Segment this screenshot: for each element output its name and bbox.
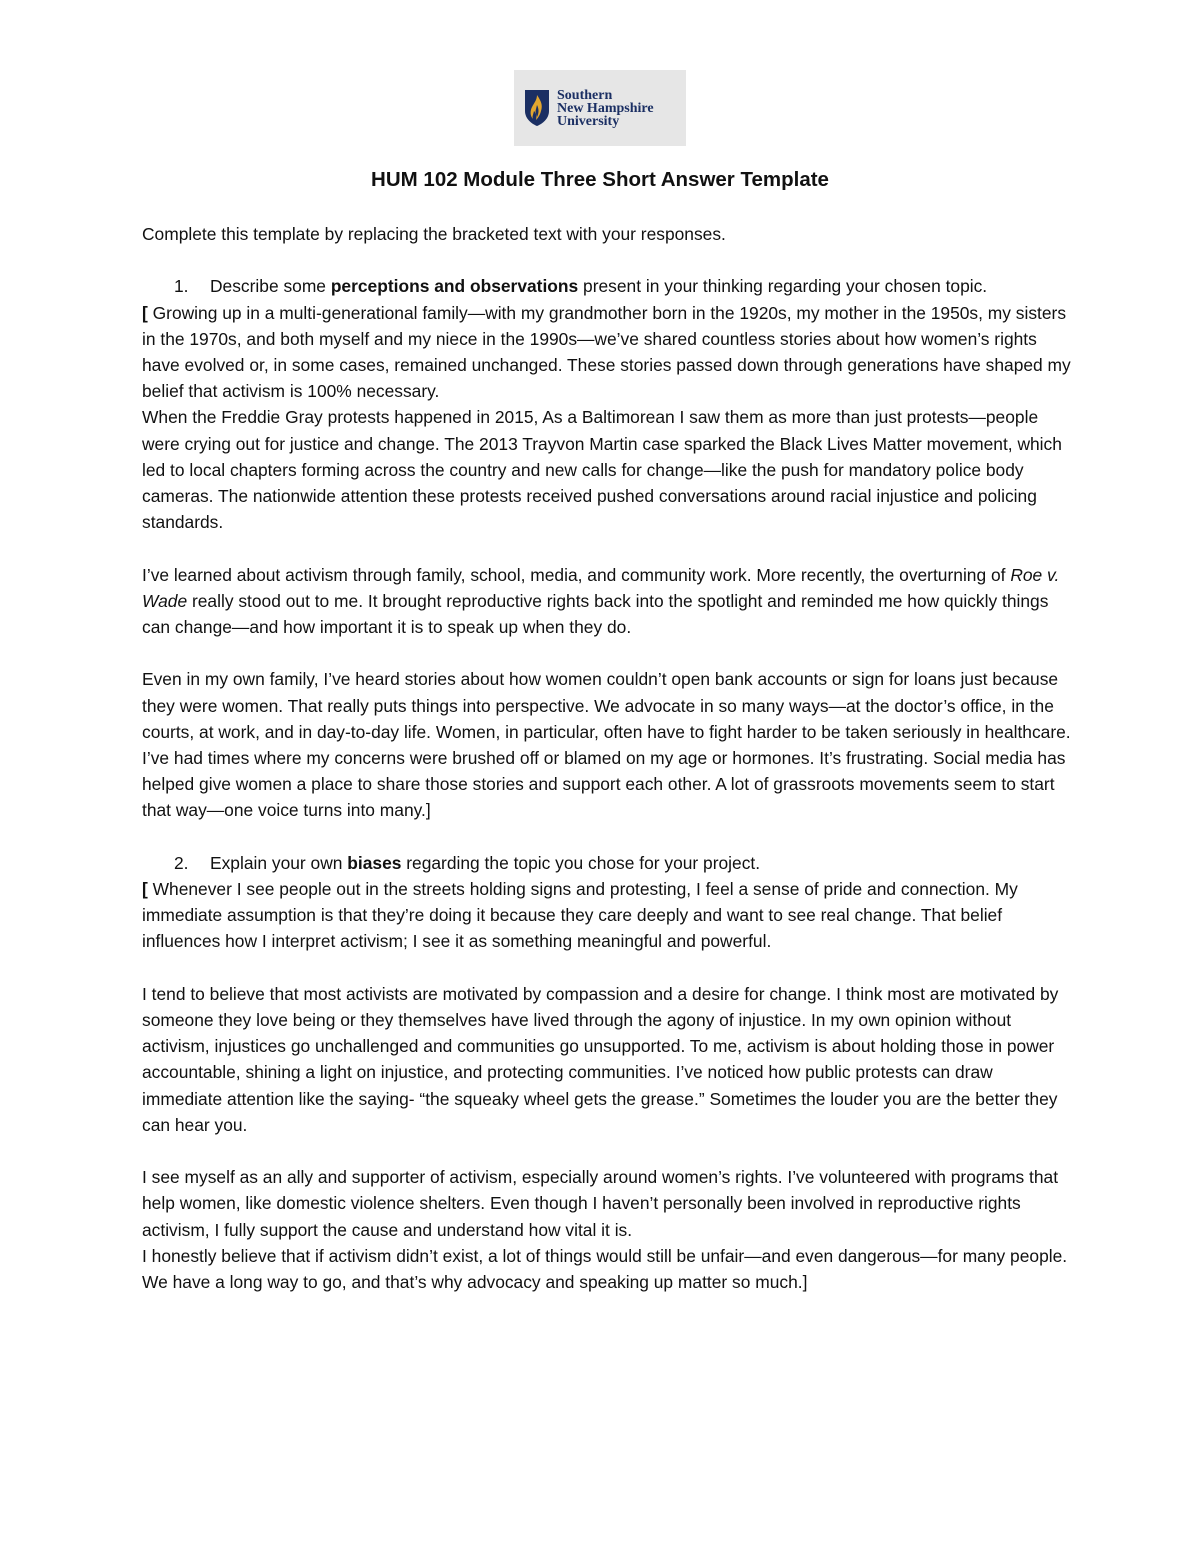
university-logo — [514, 70, 686, 146]
intro-text: Complete this template by replacing the bracketed text with your responses. — [142, 224, 726, 244]
answer-1-paragraph-2: When the Freddie Gray protests happened in 2015, As a Baltimorean I saw them as more than just protests—people were crying out for justice and change. The 2013 Trayvon Martin case sparked the Black Lives Matter movement, which led to local chapters forming across the country and new calls for change—like the push for mandatory police body cameras. The nationwide attention these protests received pushed conversations around racial injustice and policing standards. — [142, 407, 1062, 533]
question-1-emphasis: perceptions and observations — [330, 276, 579, 297]
question-1-number: 1. — [174, 276, 189, 297]
answer-1-paragraph-1: [ Growing up in a multi-generational family—with my grandmother born in the 1920s, my mother in the 1950s, my sisters in the 1970s, and both myself and my niece in the 1990s—we’ve shared countless stories about how women’s rights have evolved or, in some cases, remained unchanged. These stories passed down through generations have shaped my belief that activism is 100% necessary. — [142, 302, 1071, 402]
open-bracket: [ — [142, 302, 148, 323]
question-2-emphasis: biases — [347, 852, 402, 873]
flame-shield-icon — [524, 89, 550, 127]
logo-line-2: New Hampshire — [557, 100, 654, 116]
question-1: 1. Describe some perceptions and observations present in your thinking regarding your chosen topic. — [142, 273, 1072, 299]
answer-2-paragraph-2: I tend to believe that most activists are motivated by compassion and a desire for change. I think most are motivated by someone they love being or they themselves have lived through the agony of injustice. In my own opinion without activism, injustices go unchallenged and communities go unsupported. To me, activism is about holding those in power accountable, shining a light on injustice, and protecting communities. I’ve noticed how public protests can draw immediate attention like the saying- “the squeaky wheel gets the grease.” Sometimes the louder you are the better they can hear you. — [142, 983, 1059, 1135]
document-body — [142, 221, 1072, 1295]
logo-wordmark — [557, 89, 654, 128]
answer-2-paragraph-3: I see myself as an ally and supporter of activism, especially around women’s rights. I’ve volunteered with programs that help women, like domestic violence shelters. Even though I haven’t personally been involved in reproductive rights activism, I fully support the cause and understand how vital it is. — [142, 1167, 1059, 1240]
logo-line-1: Southern — [557, 87, 613, 103]
case-name: Roe v. Wade — [142, 564, 1060, 611]
answer-2-paragraph-1: [ Whenever I see people out in the streets holding signs and protesting, I feel a sense of pride and connection. My immediate assumption is that they’re doing it because they care deeply and want to see real change. That belief influences how I interpret activism; I see it as something meaningful and powerful. — [142, 879, 1018, 952]
question-2-number: 2. — [174, 852, 189, 873]
page-title: HUM 102 Module Three Short Answer Template — [371, 168, 829, 191]
question-2: 2. Explain your own biases regarding the topic you chose for your project. — [142, 850, 1072, 876]
open-bracket: [ — [142, 879, 148, 900]
logo-line-3: University — [557, 113, 620, 129]
answer-1-paragraph-4: Even in my own family, I’ve heard stories about how women couldn’t open bank accounts or sign for loans just because they were women. That really puts things into perspective. We advocate in so many ways—at the doctor’s office, in the courts, at work, and in day-to-day life. Women, in particular, often have to fight harder to be taken seriously in healthcare. I’ve had times where my concerns were brushed off or blamed on my age or hormones. It’s frustrating. Social media has helped give women a place to share those stories and support each other. A lot of grassroots movements seem to start that way—one voice turns into many.] — [142, 669, 1071, 821]
answer-2-paragraph-4: I honestly believe that if activism didn’t exist, a lot of things would still be unfair—and even dangerous—for many people. We have a long way to go, and that’s why advocacy and speaking up matter so much.] — [142, 1245, 1068, 1293]
answer-1-paragraph-3: I’ve learned about activism through family, school, media, and community work. More recently, the overturning of Roe v. Wade really stood out to me. It brought reproductive rights back into the spotlight and reminded me how quickly things can change—and how important it is to speak up when they do. — [142, 564, 1060, 638]
